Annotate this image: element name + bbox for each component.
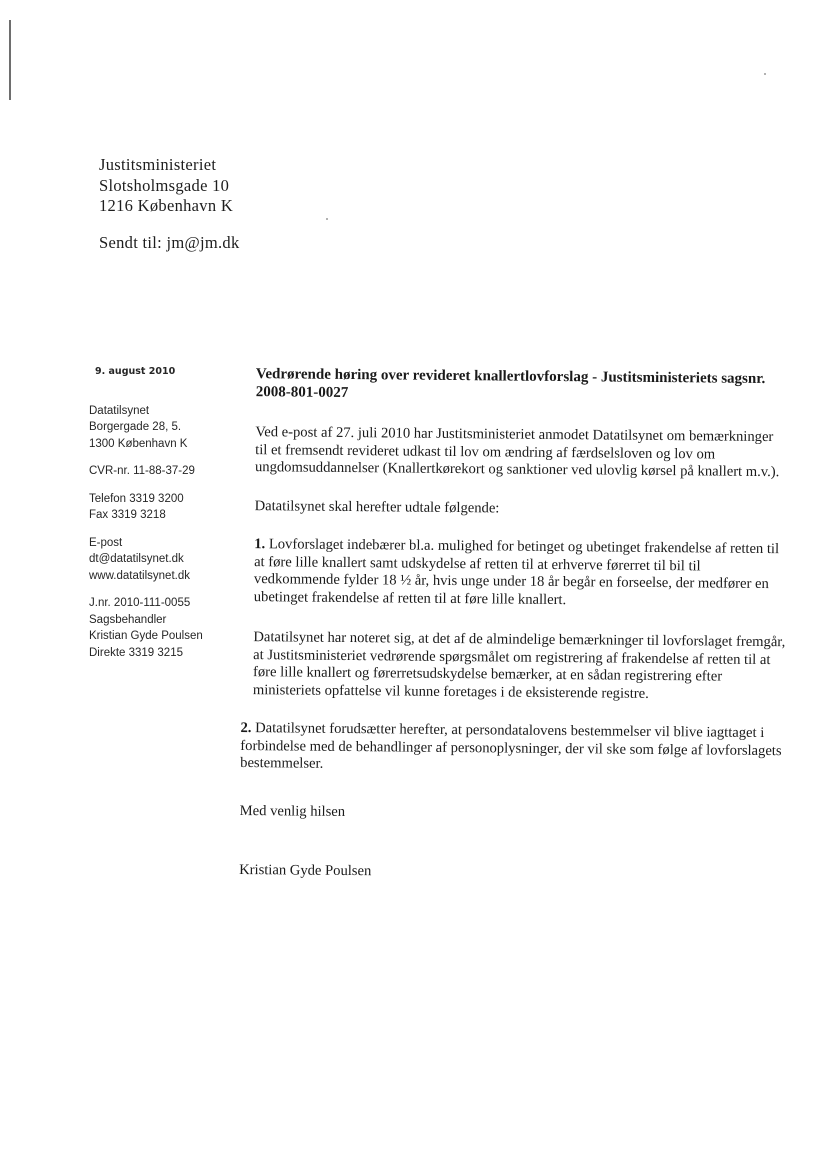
sent-to-line: Sendt til: jm@jm.dk <box>99 233 240 252</box>
website-address: www.datatilsynet.dk <box>89 569 190 582</box>
signature-name: Kristian Gyde Poulsen <box>239 861 372 880</box>
scan-mark <box>9 20 11 100</box>
recipient-line: 1216 København K <box>99 196 234 215</box>
email-label: E-post <box>89 536 123 549</box>
case-number: J.nr. 2010-111-0055 <box>89 597 191 609</box>
point-2-paragraph <box>240 720 785 778</box>
sender-address <box>89 403 239 453</box>
scan-speck <box>764 73 766 75</box>
case-handler-name: Kristian Gyde Poulsen <box>89 630 203 642</box>
point-1-text: Lovforslaget indebærer bl.a. mulighed for betinget og ubetinget frakendelse af retten til at føre lille knallert samt udskydelse af retten til at erhverve førerret til bil til vedkommende fylder 18 ½ år, hvis unge under 18 år begår en forseelse, der medfører en ubetinget frakendelse af retten til at føre lille knallert. <box>253 536 780 608</box>
letter-body <box>239 365 789 885</box>
point-1-paragraph <box>254 536 788 611</box>
statement-paragraph: Datatilsynet skal herefter udtale følgende: <box>254 497 500 516</box>
intro-paragraph: Ved e-post af 27. juli 2010 har Justitsministeriet anmodet Datatilsynet om bemærkninger til et fremsendt revideret udkast til lov om ændring af færdselsloven og lov om ungdomsuddannelser (Knallertkørekort og sanktioner ved ulovlig kørsel på knallert m.v.). <box>254 424 780 481</box>
phone-numbers <box>89 491 239 524</box>
contact-info <box>89 535 239 585</box>
cvr-line: CVR-nr. 11-88-37-29 <box>89 465 195 477</box>
cvr-number <box>89 463 239 480</box>
sender-sidebar <box>89 364 239 672</box>
scan-speck <box>326 218 328 220</box>
point-2-text: Datatilsynet forudsætter herefter, at persondatalovens bestemmelser vil blive iagttaget i forbindelse med de behandlinger af personoplysninger, der vil ske som følge af lovforslagets bestemmelser. <box>240 720 782 772</box>
case-info <box>89 595 239 661</box>
email-address: dt@datatilsynet.dk <box>89 553 184 565</box>
recipient-line: Slotsholmsgade 10 <box>99 175 230 195</box>
direct-phone: Direkte 3319 3215 <box>89 646 183 659</box>
fax-line: Fax 3319 3218 <box>89 509 166 521</box>
point-1-number: 1. <box>254 536 266 553</box>
sender-address-line: Borgergade 28, 5. <box>89 421 182 433</box>
case-handler-label: Sagsbehandler <box>89 613 167 626</box>
sender-address-line: 1300 København K <box>89 437 188 450</box>
phone-line: Telefon 3319 3200 <box>89 492 184 505</box>
letter-date: 9. august 2010 <box>95 366 176 377</box>
recipient-line: Justitsministeriet <box>99 155 217 174</box>
letter-subject: Vedrørende høring over revideret knallertlovforslag - Justitsministeriets sagsnr. 2008-801-0027 <box>255 366 766 402</box>
sender-address-line: Datatilsynet <box>89 404 150 417</box>
point-2-number: 2. <box>240 719 252 737</box>
note-paragraph: Datatilsynet har noteret sig, at det af de almindelige bemærkninger til lovforslaget fremgår, at Justitsministeriet vedrørende spørgsmålet om registrering af frakendelse af retten til at føre lille knallert og førerretsudskydelse bemærker, at en sådan registrering efter ministeriets opfattelse vil kunne foretages i de eksisterende registre. <box>252 629 786 702</box>
recipient-address <box>99 155 339 217</box>
closing-greeting: Med venlig hilsen <box>239 802 346 820</box>
